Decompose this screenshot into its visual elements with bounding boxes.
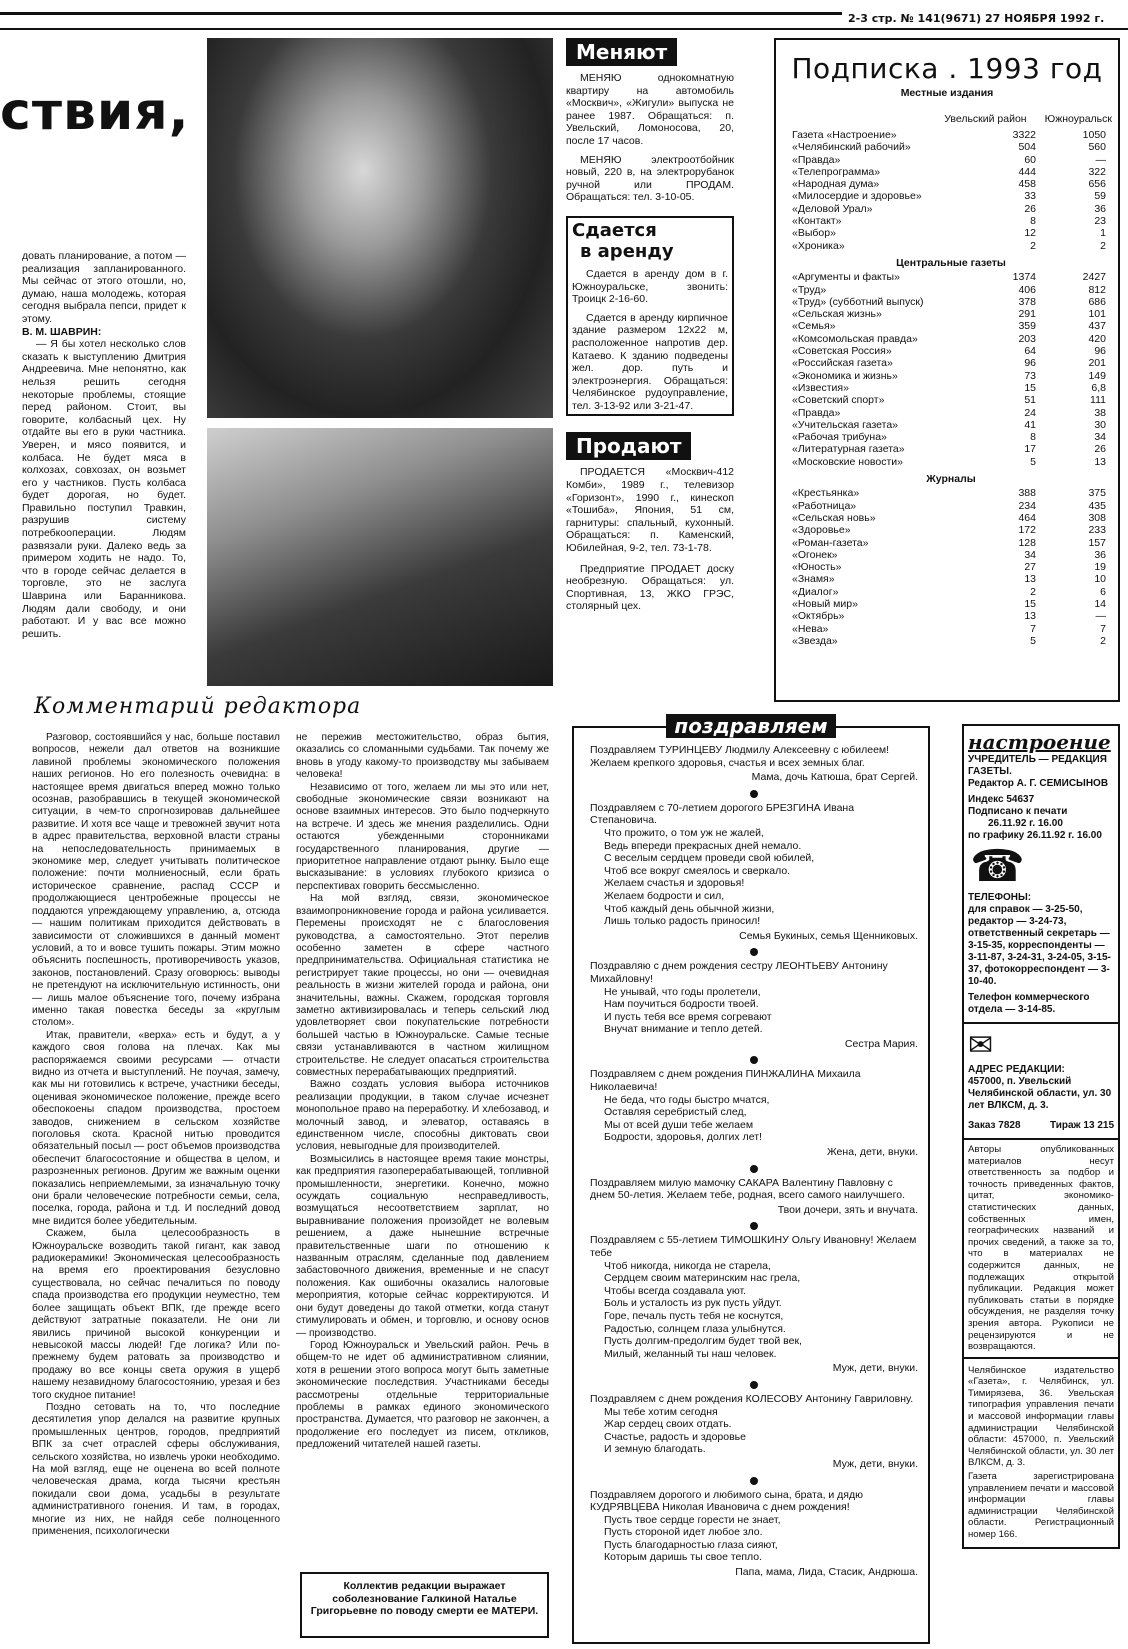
greeting-item xyxy=(590,1165,918,1217)
bullet-icon xyxy=(750,1477,758,1485)
subscription-row xyxy=(792,178,1110,190)
founder: УЧРЕДИТЕЛЬ — РЕДАКЦИЯ ГАЗЕТЫ. xyxy=(968,754,1107,777)
editor-paragraph: Город Южноуральск и Увельский район. Речь в общем-то не идет об административном слиянии, хотя в решении этого вопроса могут быть заметные экономические последствия. Участниками беседы рассмотрены отдельные территориальные проблемы в рамках единого экономического пространства. Думается, что разговор не закончен, а продолжение его последует из писем, откликов, предложений читателей нашей газеты. xyxy=(296,1339,549,1451)
greetings-list xyxy=(574,738,928,1579)
yuzhnouralsk-count: 2427 xyxy=(1082,271,1106,284)
central-heading: Центральные газеты xyxy=(896,256,1006,269)
sell-ads xyxy=(566,466,734,613)
yuzhnouralsk-count: 19 xyxy=(1094,561,1106,574)
greeting-intro: Поздравляем милую мамочку САКАРА Валентину Павловну с днем 50-летия. Желаем тебе, родная, всего самого наилучшего. xyxy=(590,1176,905,1202)
publication-name: «Советский спорт» xyxy=(792,394,885,407)
greeting-item xyxy=(590,948,918,1050)
yuzhnouralsk-count: 435 xyxy=(1088,499,1106,512)
greetings-box xyxy=(572,714,930,1644)
subscription-row xyxy=(792,419,1110,431)
publication-name: «Милосердие и здоровье» xyxy=(792,190,922,203)
greeting-verse-line: Не беда, что годы быстро мчатся, xyxy=(604,1093,770,1106)
greeting-verse-line: Чтоб все вокруг смеялось и сверкало. xyxy=(604,864,791,877)
uvelsky-count: 504 xyxy=(1018,141,1036,154)
editor-comment-col2 xyxy=(296,732,549,1452)
ad-item: МЕНЯЮ электроотбойник новый, 220 в, на электрорубанок ручной или ПРОДАМ. Обращаться: тел. 3-10-05. xyxy=(566,153,734,204)
subscription-row xyxy=(792,203,1110,215)
editor-comment-col1 xyxy=(32,732,280,1538)
greeting-verse-line: И пусть тебя все время согревают xyxy=(604,1010,772,1023)
index: Индекс 54637 xyxy=(968,794,1035,805)
yuzhnouralsk-count: 7 xyxy=(1100,622,1106,635)
top-rule-2 xyxy=(0,28,1128,30)
publication-name: «Звезда» xyxy=(792,634,838,647)
address-block xyxy=(968,1064,1114,1132)
subscription-row xyxy=(792,284,1110,296)
greeting-intro: Поздравляем с днем рождения ПИНЖАЛИНА Михаила Николаевича! xyxy=(590,1068,861,1094)
uvelsky-count: 128 xyxy=(1018,536,1036,549)
left-paragraph-1: довать планирование, а потом — реализация запланированного. Мы сейчас от этого отошли, но, думаю, наша молодежь, которая сегодня выбрала пепси, придет к этому. xyxy=(22,250,186,325)
publication-name: «Крестьянка» xyxy=(792,487,860,500)
greeting-item xyxy=(590,744,918,784)
publication-name: «Выбор» xyxy=(792,227,836,240)
publication-name: «Сельская новь» xyxy=(792,511,876,524)
subscription-title: Подписка . 1993 год xyxy=(791,52,1103,85)
yuzhnouralsk-count: 38 xyxy=(1094,406,1106,419)
yuzhnouralsk-count: 437 xyxy=(1088,320,1106,333)
yuzhnouralsk-count: 59 xyxy=(1094,190,1106,203)
photo-man-seated xyxy=(207,428,553,686)
uvelsky-count: 41 xyxy=(1024,418,1036,431)
rent-ads xyxy=(572,268,728,413)
subscription-row xyxy=(792,549,1110,561)
yuzhnouralsk-count: 233 xyxy=(1088,524,1106,537)
subscription-row xyxy=(792,407,1110,419)
greeting-verse-line: Счастье, радость и здоровье xyxy=(604,1430,746,1443)
publication-name: «Роман-газета» xyxy=(792,536,869,549)
rent-heading: Сдается xyxy=(572,219,657,241)
yuzhnouralsk-count: 157 xyxy=(1088,536,1106,549)
exchange-ads xyxy=(566,72,734,204)
editor-paragraph: Скажем, была целесообразность в Южноуральске возводить такой гигант, как завод радиокерамики! Экономическая целесообразность на время его проектирования безусловно существовала, но сейчас печалиться по поводу спада производства его продукции неуместно, тем более защищать объект ВПК, где прежде всего действуют затратные показатели. Не они ли явились причиной высокой конкуренции и невысокой массы людей! Где логика? Или по-прежнему будем ратовать за производство и продажу во все концы света оружия в ущерб нашему незавидному благосостоянию, урезая и без того скудное питание! xyxy=(32,1228,280,1401)
subscription-row xyxy=(792,271,1110,283)
registration: Газета зарегистрирована управлением печати и массовой информации главы администрации Челябинской области. Регистрационный номер 166. xyxy=(968,1471,1114,1540)
publication-name: «Октябрь» xyxy=(792,610,845,623)
yuzhnouralsk-count: 149 xyxy=(1088,369,1106,382)
ad-item: Сдается в аренду дом в г. Южноуральске, звонить: Троицк 2-16-60. xyxy=(572,267,728,306)
publication-name: «Нева» xyxy=(792,622,829,635)
uvelsky-count: 27 xyxy=(1024,561,1036,574)
subscription-row xyxy=(792,308,1110,320)
greeting-verse-line: Нам поучиться бодрости твоей. xyxy=(604,998,759,1011)
subscription-row xyxy=(792,431,1110,443)
signed-label: Подписано к печати xyxy=(968,806,1068,817)
yuzhnouralsk-count: 2 xyxy=(1100,634,1106,647)
yuzhnouralsk-count: 6 xyxy=(1100,585,1106,598)
editor-paragraph: Важно создать условия выбора источников реализации продукции, в таком случае исчезнет монопольное право на переработку. И хлебозавод, и молочный завод, и элеватор, оставаясь в единственном числе, способны диктовать свои условия, невыгодные для производителей. xyxy=(296,1079,549,1153)
uvelsky-count: 5 xyxy=(1030,455,1036,468)
photo-portrait xyxy=(207,38,553,418)
uvelsky-count: 203 xyxy=(1018,332,1036,345)
bullet-icon xyxy=(750,790,758,798)
local-heading: Местные издания xyxy=(900,87,994,99)
address: 457000, п. Увельский Челябинской области, ул. 30 лет ВЛКСМ, д. 3. xyxy=(968,1076,1112,1111)
greeting-verse-line: Чтоб каждый день обычной жизни, xyxy=(604,902,775,915)
yuzhnouralsk-count: 10 xyxy=(1094,573,1106,586)
subscription-row xyxy=(792,573,1110,585)
uvelsky-count: 17 xyxy=(1024,443,1036,456)
publication-name: «Сельская жизнь» xyxy=(792,308,882,321)
rent-heading-2: в аренду xyxy=(580,240,674,262)
uvelsky-count: 13 xyxy=(1024,610,1036,623)
subscription-row xyxy=(792,537,1110,549)
subscription-row xyxy=(792,500,1110,512)
greeting-verse-line: Которым даришь ты свое тепло. xyxy=(604,1551,763,1564)
greeting-verse-line: Что прожито, о том уж не жалей, xyxy=(604,826,764,839)
uvelsky-count: 96 xyxy=(1024,357,1036,370)
publication-name: «Телепрограмма» xyxy=(792,165,881,178)
yuzhnouralsk-count: 101 xyxy=(1088,308,1106,321)
uvelsky-count: 34 xyxy=(1024,548,1036,561)
phones-block xyxy=(968,892,1114,1016)
page-info: 2-3 стр. № 141(9671) 27 НОЯБРЯ 1992 г. xyxy=(848,12,1105,25)
yuzhnouralsk-count: 1 xyxy=(1100,227,1106,240)
publication-name: «Семья» xyxy=(792,320,836,333)
ad-item: ПРОДАЕТСЯ «Москвич-412 Комби», 1989 г., телевизор «Горизонт», 1990 г., кинескоп «Тошиба», Япония, 51 см, гарнитуры: спальный, кухонный. Обращаться: п. Каменский, Юбилейная, 9-2, тел. 73-1-78. xyxy=(566,466,734,555)
publication-name: «Рабочая трибуна» xyxy=(792,431,887,444)
uvelsky-count: 234 xyxy=(1018,499,1036,512)
subscription-row xyxy=(792,487,1110,499)
exchange-heading: Меняют xyxy=(566,38,677,66)
publication-name: «Знамя» xyxy=(792,573,835,586)
col-head-1: Увельский район xyxy=(944,113,1027,125)
greeting-verse-line: Сердцем своим материнским нас грела, xyxy=(604,1272,801,1285)
publication-name: «Известия» xyxy=(792,381,849,394)
greeting-signature: Папа, мама, Лида, Стасик, Андрюша. xyxy=(735,1566,918,1579)
yuzhnouralsk-count: 96 xyxy=(1094,345,1106,358)
uvelsky-count: 5 xyxy=(1030,634,1036,647)
uvelsky-count: 444 xyxy=(1018,165,1036,178)
uvelsky-count: 3322 xyxy=(1012,129,1036,141)
subscription-row xyxy=(792,227,1110,239)
uvelsky-count: 8 xyxy=(1030,215,1036,228)
greeting-verse-line: Ведь впереди прекрасных дней немало. xyxy=(604,839,802,852)
greeting-verse-line: Горе, печаль пусть тебя не коснутся, xyxy=(604,1309,784,1322)
uvelsky-count: 172 xyxy=(1018,524,1036,537)
publication-name: «Труд» xyxy=(792,283,827,296)
greeting-intro: Поздравляем ТУРИНЦЕВУ Людмилу Алексеевну с юбилеем! Желаем крепкого здоровья, счастья и всех земных благ. xyxy=(590,744,890,769)
subscription-row xyxy=(792,320,1110,332)
publication-name: «Экономика и жизнь» xyxy=(792,369,898,382)
yuzhnouralsk-count: 812 xyxy=(1088,283,1106,296)
greeting-verse-line: Радостью, солнцем глаза улыбнутся. xyxy=(604,1322,786,1335)
uvelsky-count: 378 xyxy=(1018,295,1036,308)
yuzhnouralsk-count: 656 xyxy=(1088,178,1106,191)
uvelsky-count: 464 xyxy=(1018,511,1036,524)
greeting-verse-line: Желаем счастья и здоровья! xyxy=(604,877,745,890)
yuzhnouralsk-count: 686 xyxy=(1088,295,1106,308)
subscription-row xyxy=(792,456,1110,468)
publication-name: «Здоровье» xyxy=(792,524,851,537)
publication-name: «Московские новости» xyxy=(792,455,903,468)
greeting-intro: Поздравляем дорогого и любимого сына, брата, и дядю КУДРЯВЦЕВА Николая Ивановича с днем рождения! xyxy=(590,1488,863,1514)
newspaper-logo: настроение xyxy=(968,730,1111,754)
journals-heading: Журналы xyxy=(926,473,976,486)
greeting-signature: Сестра Мария. xyxy=(844,1037,918,1050)
yuzhnouralsk-count: 13 xyxy=(1094,455,1106,468)
left-paragraph-2: — Я бы хотел несколько слов сказать к выступлению Дмитрия Андреевича. Мне непонятно, как нельзя решить сегодня некоторые проблемы, стоящие перед районом. Стоит, вы говорите, колбасный цех. Ну отдайте вы его в руки частника. Уверен, и мясо появится, и колбаса. Не будет мяса в колхозах, совхозах, он возьмет его у частников. Пусть колбаса будет дорогая, но будет. Правильно поступил Травкин, разрушив систему потребкооперации. Людям развязали руки. Далеко ведь за примером ходить не надо. То, что в городе сейчас делается в торговле, это не заслуга Шаврина или Баранникова. Людям дали свободу, и они работают. И у вас все можно решить. xyxy=(22,338,186,640)
yuzhnouralsk-count: 201 xyxy=(1088,357,1106,370)
greeting-verse-line: Не унывай, что годы пролетели, xyxy=(604,985,761,998)
publication-name: «Челябинский рабочий» xyxy=(792,141,911,154)
uvelsky-count: 2 xyxy=(1030,585,1036,598)
publication-name: «Комсомольская правда» xyxy=(792,332,918,345)
yuzhnouralsk-count: 420 xyxy=(1088,332,1106,345)
disclaimer: Авторы опубликованных материалов несут ответственность за подбор и точность приведенных фактов, цитат, экономико-статистических данных, собственных имен, географических названий и прочих сведений, а также за то, что в материалах не содержится данных, не подлежащих открытой публикации. Редакция может публиковать статьи в порядке обсуждения, не разделяя точку зрения автора. Рукописи не рецензируются и не возвращаются. xyxy=(968,1144,1114,1353)
greeting-verse-line: Внучат внимание и тепло детей. xyxy=(604,1023,763,1036)
greeting-item xyxy=(590,1381,918,1471)
uvelsky-count: 8 xyxy=(1030,431,1036,444)
ad-item: МЕНЯЮ однокомнатную квартиру на автомобиль «Москвич», «Жигули» выпуска не ранее 1987. Обращаться: п. Увельский, Ломоносова, 20, после 17 часов. xyxy=(566,72,734,147)
publication-name: «Аргументы и факты» xyxy=(792,271,900,284)
editor-paragraph: Итак, правители, «верха» есть и будут, а у каждого своя голова на плечах. Как мы распоряжаемся своими ресурсами — отчасти видно из отчета и выступлений. Не поучая, замечу, как мы ни готовились к встрече, участники беседы, оценивая экономическое положение, прежде всего обеспокоены спадом производства, простоем заводов, снижением в сельском хозяйстве поголовья скота. Красной нитью проводится обязательный посыл — рост объемов производства обеспечит благосостояние и общества в целом, и разрозненных регионов. Другим же важным оценки показались неприемлемыми, за изначальную точку они брали человеческие потребности семьи, села, поселка, города, района и т.д. И последний довод мне видится более убедительным. xyxy=(32,1029,280,1227)
greeting-item xyxy=(590,790,918,943)
subscription-row xyxy=(792,190,1110,202)
subscription-row xyxy=(792,586,1110,598)
uvelsky-count: 291 xyxy=(1018,308,1036,321)
greeting-verse-line: Мы тебе хотим сегодня xyxy=(604,1405,718,1418)
ad-item: Предприятие ПРОДАЕТ доску необрезную. Обращаться: ул. Спортивная, 13, ЖКО ГРЭС, столярный цех. xyxy=(566,562,734,613)
publication-name: «Работница» xyxy=(792,499,857,512)
yuzhnouralsk-count: 560 xyxy=(1088,141,1106,154)
greeting-verse-line: Мы от всей души тебе желаем xyxy=(604,1118,754,1131)
uvelsky-count: 73 xyxy=(1024,369,1036,382)
signed-date: 26.11.92 г. 16.00 xyxy=(988,818,1063,829)
bullet-icon xyxy=(750,1222,758,1230)
publication-name: «Правда» xyxy=(792,153,841,166)
phones: для справок — 3-25-50, редактор — 3-24-73, ответственный секретарь — 3-15-35, корреспонденты — 3-11-87, 3-24-31, 3-24-05, 3-15-37, фотокорреспондент — 3-10-40. xyxy=(968,904,1111,987)
greeting-verse-line: Жар сердец своих отдать. xyxy=(604,1418,732,1431)
condolence-box xyxy=(300,1572,549,1638)
editor-paragraph: На мой взгляд, связи, экономическое взаимопроникновение города и района усиливается. Перемены происходят не с благословения руководства, а самостоятельно. Этот перелив особенно заметен в сфере частного предпринимательства. Официальная статистика не регистрирует такие процессы, но они — очевидная реальность в жизни жителей города и района, они значительны, важны. Скажем, городская торговля заметно активизировалась и теперь сельский люд удовлетворяет свои покупательские потребности большей частью в Южноуральске. Самые тесные связи устанавливаются в частном жилищном строительстве. Не следует опасаться строительства совместных перерабатывающих предприятий. xyxy=(296,893,549,1078)
greeting-intro: Поздравляю с днем рождения сестру ЛЕОНТЬЕВУ Антонину Михайловну! xyxy=(590,960,888,985)
subscription-row xyxy=(792,598,1110,610)
yuzhnouralsk-count: 322 xyxy=(1088,165,1106,178)
printer: Челябинское издательство «Газета», г. Челябинск, ул. Тимирязева, 36. Увельская типография управления печати и массовой информации главы администрации Челябинской области: 457000, п. Увельский Челябинской области, ул. 30 лет ВЛКСМ, д. 3. xyxy=(968,1364,1114,1469)
uvelsky-count: 24 xyxy=(1024,406,1036,419)
subscription-row xyxy=(792,524,1110,536)
editor-paragraph: Поздно сетовать на то, что последние десятилетия упор делался на развитие крупных промышленных центров, городов, предприятий ВПК за счет отраслей сферы обслуживания, сельского хозяйства, но извлечь уроки необходимо. На мой взгляд, еще не оценена во всей полноте человеческая драма, когда тысячи крестьян покидали свои дома, усадьбы в результате административного гонения. И там, в городах, многие из них, не найдя себе полноценного применения, психологически xyxy=(32,1401,280,1537)
subscription-row xyxy=(792,129,1110,141)
uvelsky-count: 406 xyxy=(1018,283,1036,296)
editor-paragraph: Разговор, состоявшийся у нас, больше поставил вопросов, нежели дал ответов на возникшие лавиной проблемы экономического положения наших регионов. Но его полезность очевидна: в настоящее время двигаться вперед можно только осознав, разобравшись в текущей экономической ситуации, в чем-то спрогнозировав дальнейшее развитие. И хотя все чаще и тревожней звучит нота в адрес правительства, верховной власти страны на непоследовательность принимаемых в экономике мер, следует учитывать политическое положение: почти молниеносный, если брать историческое сравнение, распад СССР и продолжающиеся центробежные процессы не поддаются упреждающему управлению, а, отсюда — нашим политикам приходится действовать в зависимости от сложившихся в данный момент условий, а то и вовсе тушить пожары. Этим можно объяснить поспешность, противоречивость указов, законов, постановлений. Сразу оговорюсь: выводы не претендуют на исключительную истинность, они — лишь малое объяснение того, почему избрана именно такая повестка беседы за «круглым столом». xyxy=(32,732,280,1029)
publication-name: «Правда» xyxy=(792,406,841,419)
condolence-text: Коллектив редакции выражает соболезнование Галкиной Наталье Григорьевне по поводу смерти ее МАТЕРИ. xyxy=(310,1580,539,1618)
left-column-text xyxy=(22,250,186,640)
yuzhnouralsk-count: 30 xyxy=(1094,418,1106,431)
yuzhnouralsk-count: 36 xyxy=(1094,548,1106,561)
greeting-intro: Поздравляем с 55-летием ТИМОШКИНУ Ольгу Ивановну! Желаем тебе xyxy=(590,1234,917,1259)
yuzhnouralsk-count: — xyxy=(1095,610,1106,623)
greeting-verse-line: Лишь только радость приносил! xyxy=(604,915,761,928)
publication-name: «Огонек» xyxy=(792,548,838,561)
bullet-icon xyxy=(750,948,758,956)
publication-name: «Диалог» xyxy=(792,585,839,598)
publication-name: «Российская газета» xyxy=(792,357,893,370)
greeting-verse-line: Пусть благодарностью глаза сияют, xyxy=(604,1538,778,1551)
greeting-signature: Жена, дети, внуки. xyxy=(826,1146,918,1159)
bullet-icon xyxy=(750,1381,758,1389)
address-heading: АДРЕС РЕДАКЦИИ: xyxy=(968,1064,1065,1075)
subscription-row xyxy=(792,215,1110,227)
yuzhnouralsk-count: 308 xyxy=(1088,511,1106,524)
greeting-verse-line: И земную благодать. xyxy=(604,1443,706,1456)
schedule: по графику 26.11.92 г. 16.00 xyxy=(968,830,1102,841)
subscription-row xyxy=(792,357,1110,369)
speaker-name: В. М. ШАВРИН: xyxy=(22,325,102,338)
headline-fragment: ствия, xyxy=(0,82,190,142)
subscription-row xyxy=(792,512,1110,524)
uvelsky-count: 12 xyxy=(1024,227,1036,240)
greeting-verse-line: С веселым сердцем проведи свой юбилей, xyxy=(604,852,815,865)
publication-name: «Советская Россия» xyxy=(792,345,892,358)
publication-name: «Труд» (субботний выпуск) xyxy=(792,295,924,308)
phones-heading: ТЕЛЕФОНЫ: xyxy=(968,892,1032,903)
yuzhnouralsk-count: 375 xyxy=(1088,487,1106,500)
subscription-row xyxy=(792,443,1110,455)
yuzhnouralsk-count: 26 xyxy=(1094,443,1106,456)
subscription-row xyxy=(792,345,1110,357)
uvelsky-count: 33 xyxy=(1024,190,1036,203)
subscription-row xyxy=(792,240,1110,252)
subscription-row xyxy=(792,623,1110,635)
imprint xyxy=(962,724,1120,1549)
uvelsky-count: 60 xyxy=(1024,153,1036,166)
greetings-heading: поздравляем xyxy=(666,714,835,738)
top-rule xyxy=(0,12,842,15)
uvelsky-count: 51 xyxy=(1024,394,1036,407)
greeting-verse-line: Пусть твое сердце горести не знает, xyxy=(604,1513,781,1526)
publication-name: «Юность» xyxy=(792,561,842,574)
publication-name: «Новый мир» xyxy=(792,597,858,610)
subscription-row xyxy=(792,141,1110,153)
greeting-intro: Поздравляем с 70-летием дорогого БРЕЗГИНА Ивана Степановича. xyxy=(590,801,855,827)
subscription-row xyxy=(792,561,1110,573)
publication-name: «Деловой Урал» xyxy=(792,202,873,215)
greeting-item xyxy=(590,1477,918,1579)
greeting-signature: Семья Букиных, семья Щенниковых. xyxy=(739,929,918,942)
editor-paragraph: Независимо от того, желаем ли мы это или нет, свободные экономические связи возникают на основе взаимных интересов. Это было подчеркнуто на встрече. И здесь же мнения разделились. Одни остаются убежденными сторонниками государственного планирования, другие — приоритетное направление отдают рынку. Было еще высказывание: в условиях глубокого кризиса о перспективах говорить бессмысленно. xyxy=(296,781,549,892)
uvelsky-count: 388 xyxy=(1018,487,1036,500)
printer-block xyxy=(962,1359,1120,1549)
uvelsky-count: 13 xyxy=(1024,573,1036,586)
commercial-phone: Телефон коммерческого отдела — 3-14-85. xyxy=(968,992,1090,1015)
yuzhnouralsk-count: 1050 xyxy=(1082,129,1106,141)
greeting-verse-line: Милый, желанный ты наш человек. xyxy=(604,1347,777,1360)
greeting-signature: Муж, дети, внуки. xyxy=(832,1457,918,1470)
uvelsky-count: 64 xyxy=(1024,345,1036,358)
bullet-icon xyxy=(750,1056,758,1064)
greeting-verse-line: Оставляя серебристый след, xyxy=(604,1106,747,1119)
greeting-item xyxy=(590,1222,918,1375)
subscription-row xyxy=(792,394,1110,406)
col-head-2: Южноуральск xyxy=(1044,113,1112,125)
publication-name: «Контакт» xyxy=(792,215,842,228)
subscription-row xyxy=(792,635,1110,647)
uvelsky-count: 26 xyxy=(1024,202,1036,215)
subscription-table xyxy=(792,129,1110,647)
publication-name: «Хроника» xyxy=(792,239,845,252)
subscription-box xyxy=(774,38,1120,702)
yuzhnouralsk-count: 23 xyxy=(1094,215,1106,228)
uvelsky-count: 359 xyxy=(1018,320,1036,333)
subscription-row xyxy=(792,154,1110,166)
uvelsky-count: 2 xyxy=(1030,239,1036,252)
publication-name: «Литературная газета» xyxy=(792,443,905,456)
yuzhnouralsk-count: 36 xyxy=(1094,202,1106,215)
greeting-verse-line: Желаем бодрости и сил, xyxy=(604,889,725,902)
yuzhnouralsk-count: 14 xyxy=(1094,597,1106,610)
uvelsky-count: 7 xyxy=(1030,622,1036,635)
greeting-verse-line: Чтобы всегда создавала уют. xyxy=(604,1284,747,1297)
yuzhnouralsk-count: 34 xyxy=(1094,431,1106,444)
greeting-verse-line: Бодрости, здоровья, долгих лет! xyxy=(604,1131,762,1144)
order-number: Заказ 7828 xyxy=(968,1120,1021,1131)
editor-paragraph: Возмысились в настоящее время такие монстры, как предприятия газоперерабатывающей, топливной промышленности, энергетики. Конечно, можно осуждать социальную несправедливость, возмущаться несоответствием зарплат, но выравнивание положения произойдет не волевым решением, а даже нынешние встречные правительственные шаги по отношению к названным отраслям, сделанные под давлением забастовочного движения, временные и не спасут положения. Как ошибочны оказались налоговые мероприятия, которые сейчас корректируются. И они будут доведены до такой отметки, когда станут стимулировать и обмен, и торговлю, и основу основ — производство. xyxy=(296,1153,549,1339)
greeting-intro: Поздравляем с днем рождения КОЛЕСОВУ Антонину Гавриловну. xyxy=(590,1392,914,1405)
greeting-item xyxy=(590,1056,918,1158)
yuzhnouralsk-count: 2 xyxy=(1100,239,1106,252)
subscription-row xyxy=(792,382,1110,394)
greeting-verse-line: Пусть стороной идет любое зло. xyxy=(604,1526,763,1539)
circulation: Тираж 13 215 xyxy=(1050,1120,1114,1131)
publication-name: Газета «Настроение» xyxy=(792,129,897,141)
subscription-row xyxy=(792,370,1110,382)
greeting-signature: Мама, дочь Катюша, брат Сергей. xyxy=(751,771,918,784)
greeting-verse-line: Боль и усталость из рук пусть уйдут. xyxy=(604,1297,782,1310)
editor-comment-title: Комментарий редактора xyxy=(34,694,362,719)
ads-column xyxy=(566,38,734,613)
uvelsky-count: 458 xyxy=(1018,178,1036,191)
subscription-row xyxy=(792,296,1110,308)
sell-heading: Продают xyxy=(566,432,691,460)
uvelsky-count: 1374 xyxy=(1012,271,1036,284)
telephone-icon: ☎ xyxy=(970,841,1025,892)
subscription-row xyxy=(792,610,1110,622)
bullet-icon xyxy=(750,1165,758,1173)
subscription-row xyxy=(792,333,1110,345)
yuzhnouralsk-count: — xyxy=(1095,153,1106,166)
greeting-signature: Муж, дети, внуки. xyxy=(832,1362,918,1375)
editor: Редактор А. Г. СЕМИСЫНОВ xyxy=(968,778,1109,789)
ad-item: Сдается в аренду кирпичное здание размером 12х22 м, расположенное напротив дер. Катаево. К зданию подведены жел. дор. путь и электроэнергия. Обращаться: Челябинское рудоуправление, тел. 3-13-92 или 3-21-47. xyxy=(572,311,728,412)
subscription-row xyxy=(792,166,1110,178)
uvelsky-count: 15 xyxy=(1024,381,1036,394)
publication-name: «Учительская газета» xyxy=(792,418,899,431)
subscription-col-headers xyxy=(776,113,1112,125)
editor-paragraph: не пережив местожительство, образ бытия, оказались со сломанными судьбами. Так почему же вновь в угоду какому-то производству мы забываем человека! xyxy=(296,732,549,781)
publication-name: «Народная дума» xyxy=(792,178,880,191)
greeting-verse-line: Пусть долгим-предолгим будет твой век, xyxy=(604,1335,802,1348)
uvelsky-count: 15 xyxy=(1024,597,1036,610)
imprint-details xyxy=(968,754,1114,842)
envelope-icon: ✉ xyxy=(968,1028,994,1063)
yuzhnouralsk-count: 6,8 xyxy=(1091,381,1106,394)
greeting-signature: Твои дочери, зять и внучата. xyxy=(777,1203,918,1216)
yuzhnouralsk-count: 111 xyxy=(1090,394,1106,407)
greeting-verse-line: Чтоб никогда, никогда не старела, xyxy=(604,1259,771,1272)
